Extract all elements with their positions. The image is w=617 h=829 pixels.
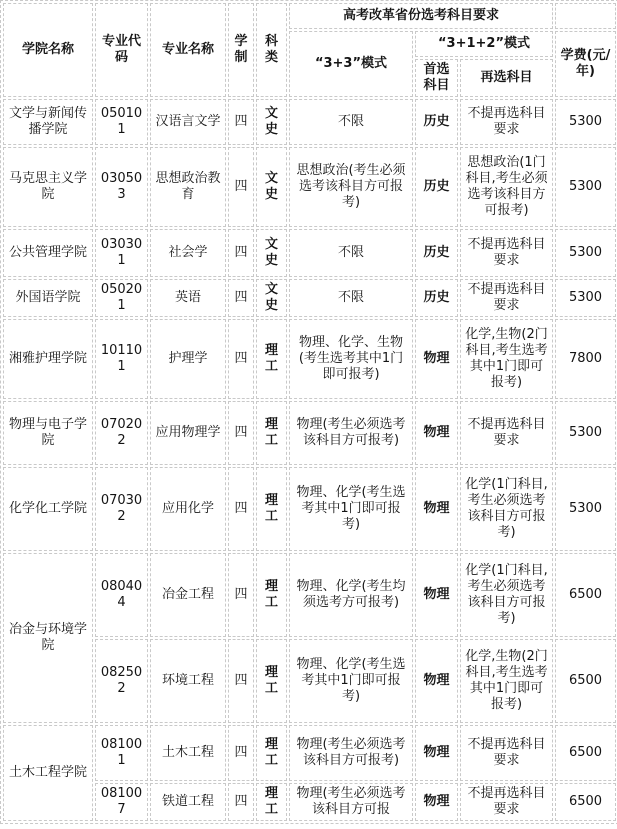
cell-major-name: 汉语言文学 — [150, 99, 226, 145]
cell-reselect: 思想政治(1门科目,考生必须选考该科目方可报考) — [460, 147, 553, 227]
cell-duration: 四 — [228, 279, 254, 317]
cell-mode33: 物理、化学(考生选考其中1门即可报考) — [289, 639, 413, 723]
table-row — [3, 401, 616, 465]
cell-major-code: 050101 — [95, 99, 148, 145]
cell-major-name: 思想政治教育 — [150, 147, 226, 227]
cell-college: 化学化工学院 — [3, 467, 93, 551]
cell-category: 文史 — [256, 99, 287, 145]
cell-college: 马克思主义学院 — [3, 147, 93, 227]
cell-first-subject: 物理 — [415, 725, 458, 781]
header-empty-cell — [555, 3, 616, 29]
table-row — [3, 639, 616, 723]
cell-duration: 四 — [228, 99, 254, 145]
cell-reselect: 不提再选科目要求 — [460, 725, 553, 781]
cell-first-subject: 物理 — [415, 467, 458, 551]
header-mode-3-1-2: “3+1+2”模式 — [415, 31, 553, 57]
cell-college: 冶金与环境学院 — [3, 553, 93, 723]
cell-major-code: 030301 — [95, 229, 148, 277]
cell-reselect: 不提再选科目要求 — [460, 279, 553, 317]
cell-college: 湘雅护理学院 — [3, 319, 93, 399]
header-first-subject: 首选科目 — [415, 59, 458, 97]
cell-reselect: 不提再选科目要求 — [460, 229, 553, 277]
cell-duration: 四 — [228, 553, 254, 637]
header-reselect-subject: 再选科目 — [460, 59, 553, 97]
table-row — [3, 725, 616, 781]
cell-first-subject: 物理 — [415, 319, 458, 399]
header-major-code: 专业代码 — [95, 3, 148, 97]
cell-college: 文学与新闻传播学院 — [3, 99, 93, 145]
cell-major-name: 社会学 — [150, 229, 226, 277]
cell-major-code: 101101 — [95, 319, 148, 399]
header-duration: 学制 — [228, 3, 254, 97]
cell-reselect: 不提再选科目要求 — [460, 99, 553, 145]
cell-major-name: 应用物理学 — [150, 401, 226, 465]
cell-reselect: 化学(1门科目,考生必须选考该科目方可报考) — [460, 553, 553, 637]
cell-tuition: 6500 — [555, 639, 616, 723]
cell-major-code: 070202 — [95, 401, 148, 465]
cell-duration: 四 — [228, 319, 254, 399]
header-category: 科类 — [256, 3, 287, 97]
cell-major-name: 英语 — [150, 279, 226, 317]
table-row — [3, 279, 616, 317]
cell-duration: 四 — [228, 725, 254, 781]
header-major-name: 专业名称 — [150, 3, 226, 97]
cell-mode33: 物理、化学(考生均须选考方可报考) — [289, 553, 413, 637]
cell-duration: 四 — [228, 401, 254, 465]
cell-first-subject: 历史 — [415, 279, 458, 317]
cell-mode33: 物理、化学(考生选考其中1门即可报考) — [289, 467, 413, 551]
cell-tuition: 6500 — [555, 553, 616, 637]
cell-major-code: 081007 — [95, 783, 148, 821]
table-row — [3, 783, 616, 821]
cell-reselect: 化学(1门科目,考生必须选考该科目方可报考) — [460, 467, 553, 551]
cell-first-subject: 历史 — [415, 229, 458, 277]
header-mode-3-3: “3+3”模式 — [289, 31, 413, 97]
cell-major-name: 铁道工程 — [150, 783, 226, 821]
cell-college: 土木工程学院 — [3, 725, 93, 821]
cell-major-code: 030503 — [95, 147, 148, 227]
cell-duration: 四 — [228, 229, 254, 277]
table-row — [3, 467, 616, 551]
cell-college: 公共管理学院 — [3, 229, 93, 277]
cell-duration: 四 — [228, 783, 254, 821]
cell-college: 物理与电子学院 — [3, 401, 93, 465]
table-row — [3, 319, 616, 399]
cell-major-name: 土木工程 — [150, 725, 226, 781]
cell-first-subject: 历史 — [415, 147, 458, 227]
table-row — [3, 229, 616, 277]
cell-duration: 四 — [228, 147, 254, 227]
cell-mode33: 物理(考生必须选考该科目方可报 — [289, 783, 413, 821]
cell-major-code: 081001 — [95, 725, 148, 781]
cell-tuition: 5300 — [555, 467, 616, 551]
cell-mode33: 不限 — [289, 279, 413, 317]
cell-category: 文史 — [256, 147, 287, 227]
cell-category: 文史 — [256, 279, 287, 317]
cell-first-subject: 历史 — [415, 99, 458, 145]
cell-category: 理工 — [256, 467, 287, 551]
cell-mode33: 物理(考生必须选考该科目方可报考) — [289, 725, 413, 781]
cell-tuition: 5300 — [555, 401, 616, 465]
cell-major-name: 环境工程 — [150, 639, 226, 723]
cell-category: 理工 — [256, 783, 287, 821]
header-tuition: 学费(元/年) — [555, 31, 616, 97]
cell-college: 外国语学院 — [3, 279, 93, 317]
cell-mode33: 不限 — [289, 229, 413, 277]
table-row — [3, 553, 616, 637]
cell-category: 理工 — [256, 401, 287, 465]
cell-tuition: 6500 — [555, 783, 616, 821]
cell-category: 理工 — [256, 725, 287, 781]
cell-mode33: 不限 — [289, 99, 413, 145]
cell-reselect: 不提再选科目要求 — [460, 783, 553, 821]
cell-reselect: 不提再选科目要求 — [460, 401, 553, 465]
cell-major-code: 070302 — [95, 467, 148, 551]
cell-tuition: 6500 — [555, 725, 616, 781]
cell-tuition: 5300 — [555, 99, 616, 145]
cell-tuition: 5300 — [555, 229, 616, 277]
cell-first-subject: 物理 — [415, 783, 458, 821]
cell-first-subject: 物理 — [415, 639, 458, 723]
cell-tuition: 7800 — [555, 319, 616, 399]
cell-reselect: 化学,生物(2门科目,考生选考其中1门即可报考) — [460, 319, 553, 399]
cell-duration: 四 — [228, 639, 254, 723]
header-college: 学院名称 — [3, 3, 93, 97]
cell-reselect: 化学,生物(2门科目,考生选考其中1门即可报考) — [460, 639, 553, 723]
cell-mode33: 物理、化学、生物(考生选考其中1门即可报考) — [289, 319, 413, 399]
header-row-1 — [3, 3, 616, 29]
header-gaokao-group: 高考改革省份选考科目要求 — [289, 3, 553, 29]
cell-mode33: 思想政治(考生必须选考该科目方可报考) — [289, 147, 413, 227]
cell-tuition: 5300 — [555, 279, 616, 317]
cell-category: 理工 — [256, 319, 287, 399]
cell-mode33: 物理(考生必须选考该科目方可报考) — [289, 401, 413, 465]
table-row — [3, 99, 616, 145]
cell-major-name: 冶金工程 — [150, 553, 226, 637]
cell-duration: 四 — [228, 467, 254, 551]
cell-major-code: 082502 — [95, 639, 148, 723]
cell-first-subject: 物理 — [415, 553, 458, 637]
cell-major-name: 应用化学 — [150, 467, 226, 551]
cell-major-code: 080404 — [95, 553, 148, 637]
cell-category: 文史 — [256, 229, 287, 277]
cell-category: 理工 — [256, 639, 287, 723]
cell-major-code: 050201 — [95, 279, 148, 317]
table-row — [3, 147, 616, 227]
cell-tuition: 5300 — [555, 147, 616, 227]
cell-major-name: 护理学 — [150, 319, 226, 399]
cell-first-subject: 物理 — [415, 401, 458, 465]
cell-category: 理工 — [256, 553, 287, 637]
